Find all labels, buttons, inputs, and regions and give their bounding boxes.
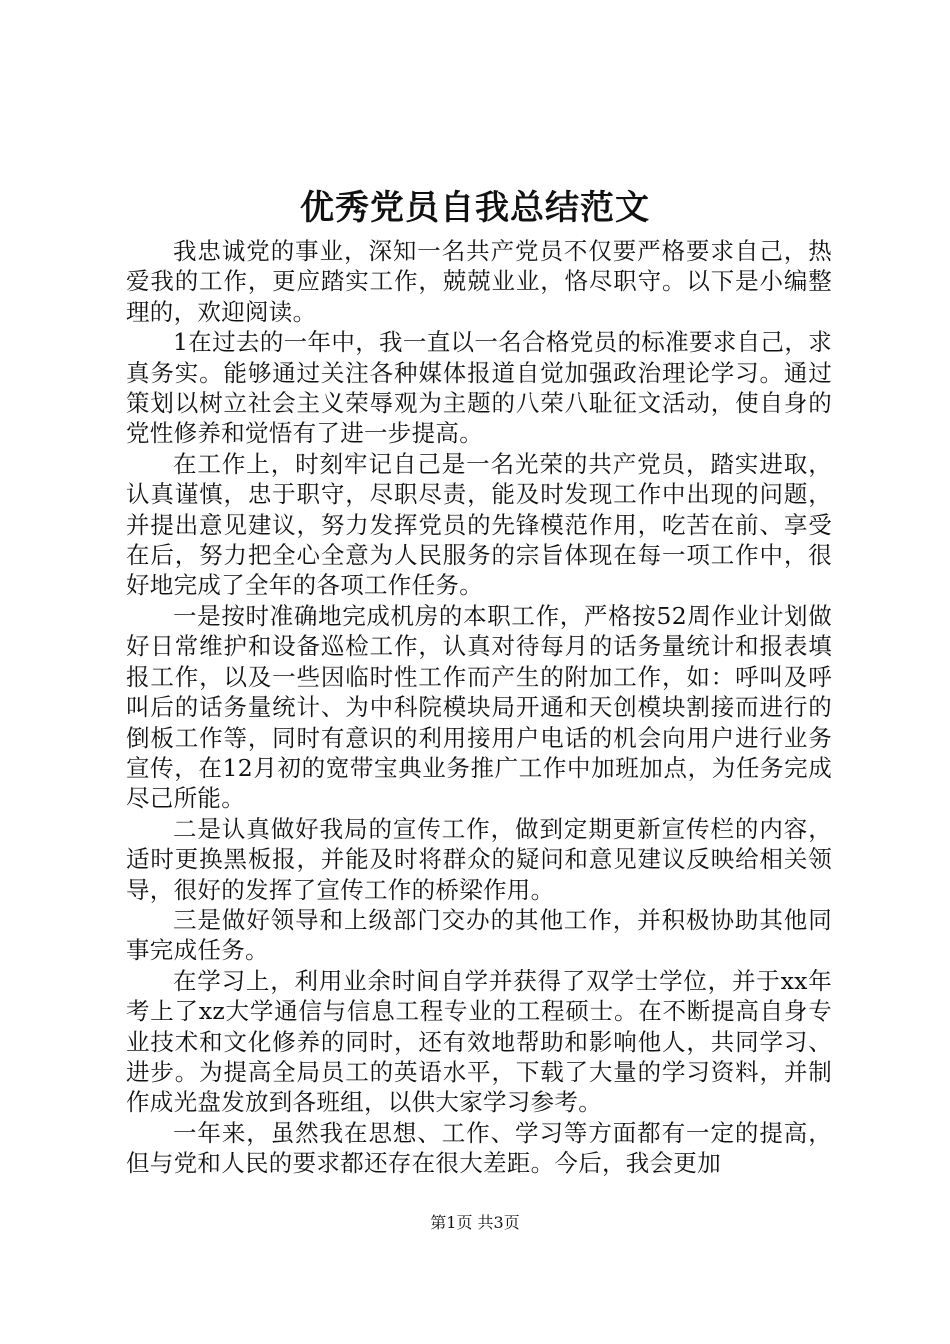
paragraph-duty-one: 一是按时准确地完成机房的本职工作，严格按52周作业计划做好日常维护和设备巡检工作，认真对待每月的话务量统计和报表填报工作，以及一些因临时性工作而产生的附加工作，如：呼叫及呼叫后的话务量统计、为中科院模块局开通和天创模块割接而进行的倒板工作等，同时有意识的利用接用户电话的机会向用户进行业务宣传，在12月初的宽带宝典业务推广工作中加班加点，为任务完成尽己所能。 [126, 601, 832, 813]
document-body [126, 236, 832, 1179]
paragraph-duty-two: 二是认真做好我局的宣传工作，做到定期更新宣传栏的内容，适时更换黑板报，并能及时将群众的疑问和意见建议反映给相关领导，很好的发挥了宣传工作的桥梁作用。 [126, 814, 832, 904]
paragraph-political-study: 1在过去的一年中，我一直以一名合格党员的标准要求自己，求真务实。能够通过关注各种媒体报道自觉加强政治理论学习。通过策划以树立社会主义荣辱观为主题的八荣八耻征文活动，使自身的党性修养和觉悟有了进一步提高。 [126, 328, 832, 448]
document-title: 优秀党员自我总结范文 [300, 188, 650, 228]
paragraph-conclusion: 一年来，虽然我在思想、工作、学习等方面都有一定的提高，但与党和人民的要求都还存在很大差距。今后，我会更加 [126, 1118, 832, 1178]
page-footer: 第1页 共3页 [430, 1213, 520, 1232]
paragraph-work: 在工作上，时刻牢记自己是一名光荣的共产党员，踏实进取，认真谨慎，忠于职守，尽职尽责，能及时发现工作中出现的问题，并提出意见建议，努力发挥党员的先锋模范作用，吃苦在前、享受在后，努力把全心全意为人民服务的宗旨体现在每一项工作中，很好地完成了全年的各项工作任务。 [126, 449, 832, 600]
paragraph-duty-three: 三是做好领导和上级部门交办的其他工作，并积极协助其他同事完成任务。 [126, 905, 832, 965]
paragraph-intro: 我忠诚党的事业，深知一名共产党员不仅要严格要求自己，热爱我的工作，更应踏实工作，兢兢业业，恪尽职守。以下是小编整理的，欢迎阅读。 [126, 237, 832, 326]
paragraph-learning: 在学习上，利用业余时间自学并获得了双学士学位，并于xx年考上了xz大学通信与信息工程专业的工程硕士。在不断提高自身专业技术和文化修养的同时，还有效地帮助和影响他人，共同学习、进步。为提高全局员工的英语水平，下载了大量的学习资料，并制作成光盘发放到各班组，以供大家学习参考。 [126, 966, 832, 1117]
